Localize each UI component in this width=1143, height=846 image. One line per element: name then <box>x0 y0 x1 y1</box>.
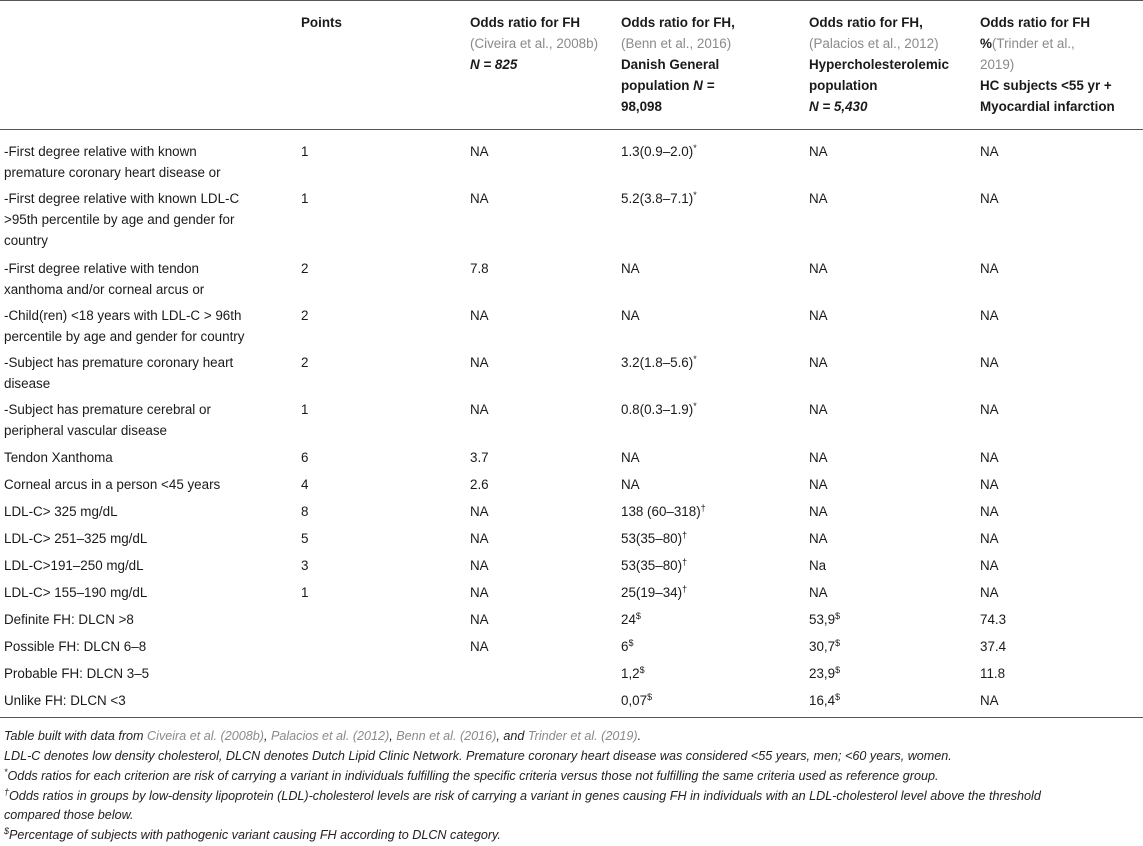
civeira-cell: NA <box>470 191 489 206</box>
palacios-cell: NA <box>809 450 828 465</box>
ref-link-benn[interactable]: Benn et al., 2016 <box>625 36 727 51</box>
palacios-cell: 53,9$ <box>809 611 841 627</box>
palacios-cell: NA <box>809 402 828 417</box>
ref-link-trinder[interactable]: Trinder et al., <box>996 36 1075 51</box>
benn-cell: 0.8(0.3–1.9)* <box>621 401 697 417</box>
civeira-cell: NA <box>470 639 489 654</box>
civeira-cell: NA <box>470 355 489 370</box>
footnote-dagger: †Odds ratios in groups by low-density lipoprotein (LDL)-cholesterol levels are risk of carrying a variant in genes causing FH in individuals with an LDL-cholesterol level above the threshold compared those below. <box>4 787 1041 822</box>
ref-link-civeira[interactable]: Civeira et al., 2008b <box>474 36 594 51</box>
table-bottom-rule <box>0 717 1143 718</box>
benn-cell: 53(35–80)† <box>621 530 688 546</box>
palacios-cell: NA <box>809 477 828 492</box>
footnote-link-benn[interactable]: Benn et al. (2016) <box>396 729 497 743</box>
header-benn: Odds ratio for FH, (Benn et al., 2016) Danish General population N = 98,098 <box>621 15 735 114</box>
civeira-cell: NA <box>470 531 489 546</box>
benn-cell: 53(35–80)† <box>621 557 688 573</box>
footnote-sources: Table built with data from Civeira et al. (2008b), Palacios et al. (2012), Benn et al. (2016), and Trinder et al. (2019). <box>4 729 642 743</box>
footnote-abbreviations: LDL-C denotes low density cholesterol, DLCN denotes Dutch Lipid Clinic Network. Premature coronary heart disease was considered <55 years, men; <60 years, women. <box>4 749 952 763</box>
trinder-cell: NA <box>980 402 999 417</box>
criterion-cell: LDL-C> 325 mg/dL <box>4 504 118 519</box>
ref-link-palacios[interactable]: Palacios et al., 2012 <box>813 36 935 51</box>
criterion-cell: Unlike FH: DLCN <3 <box>4 693 126 708</box>
palacios-cell: Na <box>809 558 827 573</box>
civeira-cell: NA <box>470 585 489 600</box>
palacios-cell: NA <box>809 355 828 370</box>
trinder-cell: NA <box>980 504 999 519</box>
criterion-cell: -First degree relative with tendon xanthoma and/or corneal arcus or <box>4 261 205 297</box>
benn-cell: NA <box>621 261 640 276</box>
header-palacios: Odds ratio for FH, (Palacios et al., 2012) Hypercholesterolemic population N = 5,430 <box>809 15 949 114</box>
trinder-cell: NA <box>980 558 999 573</box>
points-cell: 3 <box>301 558 309 573</box>
trinder-cell: NA <box>980 144 999 159</box>
palacios-cell: 30,7$ <box>809 638 841 654</box>
trinder-cell: NA <box>980 693 999 708</box>
trinder-cell: NA <box>980 585 999 600</box>
benn-cell: NA <box>621 308 640 323</box>
palacios-cell: 16,4$ <box>809 692 841 708</box>
palacios-cell: NA <box>809 585 828 600</box>
criterion-cell: Tendon Xanthoma <box>4 450 113 465</box>
palacios-cell: 23,9$ <box>809 665 841 681</box>
palacios-cell: NA <box>809 144 828 159</box>
footnote-dollar: $Percentage of subjects with pathogenic variant causing FH according to DLCN category. <box>4 826 501 842</box>
points-cell: 6 <box>301 450 309 465</box>
civeira-cell: NA <box>470 558 489 573</box>
trinder-cell: NA <box>980 191 999 206</box>
header-civeira: Odds ratio for FH (Civeira et al., 2008b) N = 825 <box>470 15 599 72</box>
points-cell: 8 <box>301 504 309 519</box>
criterion-cell: LDL-C> 155–190 mg/dL <box>4 585 148 600</box>
benn-cell: 1,2$ <box>621 665 645 681</box>
benn-cell: 25(19–34)† <box>621 584 688 600</box>
criterion-cell: Probable FH: DLCN 3–5 <box>4 666 150 681</box>
points-cell: 1 <box>301 144 309 159</box>
criterion-cell: Possible FH: DLCN 6–8 <box>4 639 147 654</box>
footnote-link-civeira[interactable]: Civeira et al. (2008b) <box>147 729 264 743</box>
footnote-star: *Odds ratios for each criterion are risk of carrying a variant in individuals fulfilling the specific criteria versus those not fulfilling the same criteria used as reference group. <box>4 767 939 783</box>
benn-cell: 1.3(0.9–2.0)* <box>621 143 697 159</box>
criterion-cell: -Child(ren) <18 years with LDL-C > 96th percentile by age and gender for country <box>4 308 245 344</box>
trinder-cell: NA <box>980 308 999 323</box>
benn-cell: 24$ <box>621 611 641 627</box>
criterion-cell: LDL-C>191–250 mg/dL <box>4 558 144 573</box>
benn-cell: NA <box>621 477 640 492</box>
criterion-cell: Definite FH: DLCN >8 <box>4 612 134 627</box>
civeira-cell: 3.7 <box>470 450 489 465</box>
palacios-cell: NA <box>809 191 828 206</box>
civeira-cell: NA <box>470 308 489 323</box>
criterion-cell: Corneal arcus in a person <45 years <box>4 477 221 492</box>
points-cell: 2 <box>301 261 309 276</box>
benn-cell: 5.2(3.8–7.1)* <box>621 190 697 206</box>
header-trinder: Odds ratio for FH %(Trinder et al., 2019) HC subjects <55 yr + Myocardial infarction <box>980 15 1115 114</box>
criterion-cell: -First degree relative with known LDL-C >95th percentile by age and gender for country <box>4 191 240 248</box>
benn-cell: NA <box>621 450 640 465</box>
criterion-cell: LDL-C> 251–325 mg/dL <box>4 531 148 546</box>
header-points: Points <box>301 15 342 30</box>
trinder-cell: NA <box>980 531 999 546</box>
civeira-cell: NA <box>470 504 489 519</box>
civeira-cell: NA <box>470 144 489 159</box>
criterion-cell: -First degree relative with known premature coronary heart disease or <box>4 144 221 180</box>
criterion-cell: -Subject has premature coronary heart disease <box>4 355 234 391</box>
header-bottom-rule <box>0 129 1143 130</box>
civeira-cell: 2.6 <box>470 477 489 492</box>
points-cell: 1 <box>301 585 309 600</box>
palacios-cell: NA <box>809 504 828 519</box>
points-cell: 2 <box>301 308 309 323</box>
trinder-cell: 11.8 <box>980 666 1006 681</box>
points-cell: 1 <box>301 402 309 417</box>
civeira-cell: NA <box>470 612 489 627</box>
civeira-cell: 7.8 <box>470 261 489 276</box>
trinder-cell: 74.3 <box>980 612 1007 627</box>
table-top-rule <box>0 0 1143 1</box>
trinder-cell: NA <box>980 355 999 370</box>
palacios-cell: NA <box>809 261 828 276</box>
civeira-cell: NA <box>470 402 489 417</box>
points-cell: 4 <box>301 477 309 492</box>
trinder-cell: 37.4 <box>980 639 1007 654</box>
palacios-cell: NA <box>809 531 828 546</box>
footnote-link-palacios[interactable]: Palacios et al. (2012) <box>270 729 390 743</box>
trinder-cell: NA <box>980 477 999 492</box>
benn-cell: 3.2(1.8–5.6)* <box>621 354 697 370</box>
trinder-cell: NA <box>980 261 999 276</box>
points-cell: 5 <box>301 531 309 546</box>
benn-cell: 138 (60–318)† <box>621 503 706 519</box>
trinder-cell: NA <box>980 450 999 465</box>
footnote-link-trinder[interactable]: Trinder et al. (2019) <box>527 729 638 743</box>
points-cell: 1 <box>301 191 309 206</box>
benn-cell: 0,07$ <box>621 692 653 708</box>
benn-cell: 6$ <box>621 638 634 654</box>
points-cell: 2 <box>301 355 309 370</box>
criterion-cell: -Subject has premature cerebral or peripheral vascular disease <box>4 402 211 438</box>
palacios-cell: NA <box>809 308 828 323</box>
